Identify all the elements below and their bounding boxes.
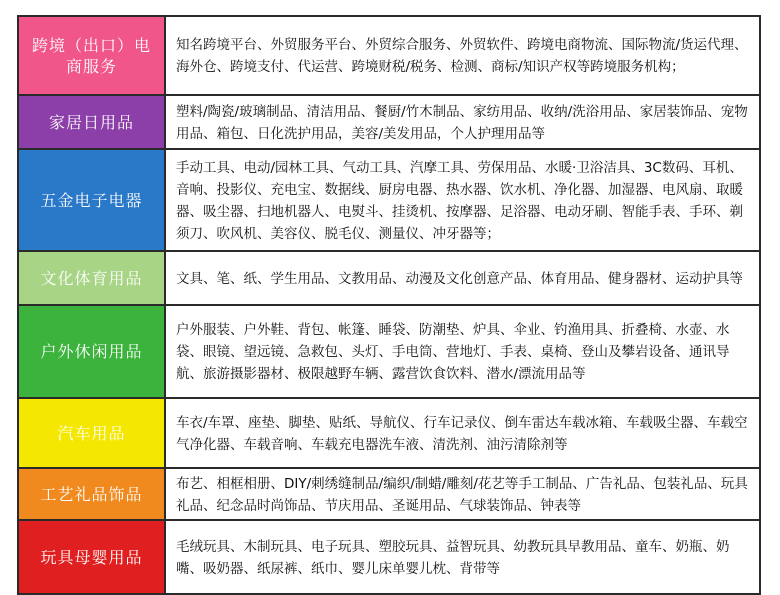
category-cell: 家居日用品	[19, 96, 166, 148]
items-cell	[166, 521, 759, 593]
category-cell: 汽车用品	[19, 399, 166, 467]
table-row	[19, 252, 759, 306]
items-text: 车衣/车罩、座垫、脚垫、贴纸、导航仪、行车记录仪、倒车雷达车载冰箱、车载吸尘器、车载空气净化器、车载音响、车载充电器洗车液、清洗剂、油污清除剂等	[176, 414, 748, 453]
items-text: 文具、笔、纸、学生用品、文教用品、动漫及文化创意产品、体育用品、健身器材、运动护具等	[176, 270, 743, 287]
items-text: 户外服装、户外鞋、背包、帐篷、睡袋、防潮垫、炉具、伞业、钓渔用具、折叠椅、水壶、水袋、眼镜、望远镜、急救包、头灯、手电筒、营地灯、手表、桌椅、登山及攀岩设备、通讯导航、旅游摄影器材、极限越野车辆、露营饮食饮料、潜水/漂流用品等	[176, 322, 730, 382]
category-cell: 文化体育用品	[19, 252, 166, 304]
table-row	[19, 521, 759, 593]
table-row	[19, 306, 759, 399]
category-cell: 户外休闲用品	[19, 306, 166, 397]
category-table	[17, 15, 761, 595]
category-cell: 玩具母婴用品	[19, 521, 166, 593]
category-cell: 工艺礼品饰品	[19, 469, 166, 519]
items-cell	[166, 17, 759, 94]
category-cell: 五金电子电器	[19, 150, 166, 250]
table-row	[19, 96, 759, 150]
table-row	[19, 469, 759, 521]
category-cell: 跨境（出口）电商服务	[19, 17, 166, 94]
table-row	[19, 150, 759, 252]
items-cell	[166, 469, 759, 519]
items-cell	[166, 252, 759, 304]
table-row	[19, 17, 759, 96]
items-text: 知名跨境平台、外贸服务平台、外贸综合服务、外贸软件、跨境电商物流、国际物流/货运代理、海外仓、跨境支付、代运营、跨境财税/税务、检测、商标/知识产权等跨境服务机构；	[176, 37, 748, 75]
table-row	[19, 399, 759, 469]
items-text: 塑料/陶瓷/玻璃制品、清洁用品、餐厨/竹木制品、家纺用品、收纳/洗浴用品、家居装饰品、宠物用品、箱包、日化洗护用品，美容/美发用品，个人护理用品等	[176, 103, 748, 142]
items-text: 布艺、相框相册、DIY/刺绣缝制品/编织/制蜡/雕刻/花艺等手工制品、广告礼品、包装礼品、玩具礼品、纪念品时尚饰品、节庆用品、圣诞用品、气球装饰品、钟表等	[176, 475, 748, 514]
items-cell	[166, 399, 759, 467]
items-cell	[166, 150, 759, 250]
items-cell	[166, 306, 759, 397]
items-text: 手动工具、电动/园林工具、气动工具、汽摩工具、劳保用品、水暖·卫浴洁具、3C数码、耳机、音响、投影仪、充电宝、数据线、厨房电器、热水器、饮水机、净化器、加湿器、电风扇、取暖器、吸尘器、扫地机器人、电熨斗、挂烫机、按摩器、足浴器、电动牙刷、智能手表、手环、剃须刀、吹风机、美容仪、脱毛仪、测量仪、冲牙器等；	[176, 159, 743, 242]
items-cell	[166, 96, 759, 148]
items-text: 毛绒玩具、木制玩具、电子玩具、塑胶玩具、益智玩具、幼教玩具早教用品、童车、奶瓶、奶嘴、吸奶器、纸尿裤、纸巾、婴儿床单婴儿枕、背带等	[176, 538, 730, 577]
